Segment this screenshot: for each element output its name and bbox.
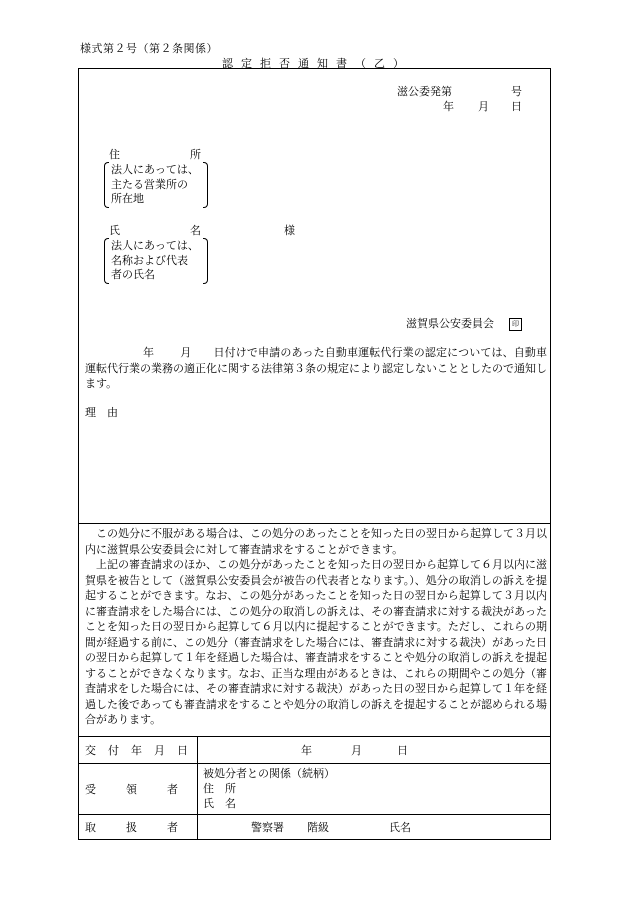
divider-line — [79, 814, 550, 815]
relation-label: 被処分者との関係（続柄） — [203, 767, 335, 780]
notice-form-frame — [78, 68, 551, 840]
doc-number-suffix: 号 — [511, 85, 522, 98]
name-note-bracket — [107, 239, 205, 283]
issuer-name: 滋賀県公安委員会 — [406, 317, 494, 330]
receiver-label: 受領者 — [85, 783, 208, 796]
address-label-second: 所 — [190, 148, 201, 161]
divider-line — [79, 523, 550, 524]
delivery-year: 年 — [301, 744, 312, 757]
issuer-line — [406, 316, 522, 331]
body-year: 年 — [143, 346, 155, 359]
address-label-first: 住 — [109, 148, 120, 161]
appeal-paragraph-2: 上記の審査請求のほか、この処分があったことを知った日の翌日から起算して６月以内に滋賀県を被告として（滋賀県公安委員会が被告の代表者となります。）、処分の取消しの訴えを提起することができます。なお、この処分があったことを知った日の翌日から起算して３月以内に審査請求をした場合には、この処分の取消しの訴えは、その審査請求に対する裁決があったことを知った日の翌日から起算して６月以内に提起することができます。ただし、これらの期間が経過する前に、この処分（審査請求をした場合には、審査請求に対する裁決）があった日の翌日から起算して１年を経過した場合は、審査請求をすることや処分の取消しの訴えを提起することができなくなります。なお、正当な理由があるときは、これらの期間やこの処分（審査請求をした場合には、その審査請求に対する裁決）があった日の翌日から起算して１年を経過した後であっても審査請求をすることや処分の取消しの訴えを提起することが認められる場合があります。 — [85, 558, 547, 726]
address-note-bracket — [107, 163, 205, 207]
reason-label: 理 由 — [85, 406, 118, 419]
notice-body — [85, 345, 547, 392]
delivery-month: 月 — [351, 744, 362, 757]
rank-label: 階級 — [307, 821, 329, 834]
address-note-line: 所在地 — [111, 192, 144, 205]
address-note-line: 法人にあっては、 — [111, 163, 199, 176]
police-station-label: 警察署 — [251, 821, 284, 834]
delivery-date-label: 交付年月日 — [85, 744, 200, 757]
name-note-line: 者の氏名 — [111, 268, 155, 281]
document-title: 認定拒否通知書（乙） — [222, 57, 412, 70]
handler-label: 取扱者 — [85, 821, 208, 834]
name-label-second: 名 — [190, 224, 201, 237]
delivery-day: 日 — [397, 744, 408, 757]
receiver-address-label: 住 所 — [203, 782, 236, 795]
notice-date-day: 日 — [511, 100, 522, 113]
name-label-first: 氏 — [109, 224, 120, 237]
name-note-line: 名称および代表 — [111, 253, 188, 267]
honorific-sama: 様 — [284, 224, 295, 237]
appeal-paragraph-1: この処分に不服がある場合は、この処分のあったことを知った日の翌日から起算して３月以内に滋賀県公安委員会に対して審査請求をすることができます。 — [85, 527, 547, 556]
divider-line — [79, 763, 550, 764]
body-text: 日付けで申請のあった自動車運転代行業の認定については、自動車運転代行業の業務の適正化に関する法律第３条の規定により認定しないこととしたので通知します。 — [85, 346, 548, 390]
notice-date-month: 月 — [478, 100, 489, 113]
notice-date-year: 年 — [443, 100, 454, 113]
form-number-label: 様式第２号（第２条関係） — [80, 42, 218, 55]
handler-name-label: 氏名 — [389, 821, 411, 834]
seal-icon: 印 — [509, 318, 522, 331]
divider-line — [79, 736, 550, 737]
body-month: 月 — [180, 346, 192, 359]
name-note-line: 法人にあっては、 — [111, 239, 199, 252]
address-note-line: 主たる営業所の — [111, 177, 188, 191]
receiver-name-label: 氏 名 — [203, 797, 236, 810]
doc-number-prefix: 滋公委発第 — [397, 85, 452, 98]
